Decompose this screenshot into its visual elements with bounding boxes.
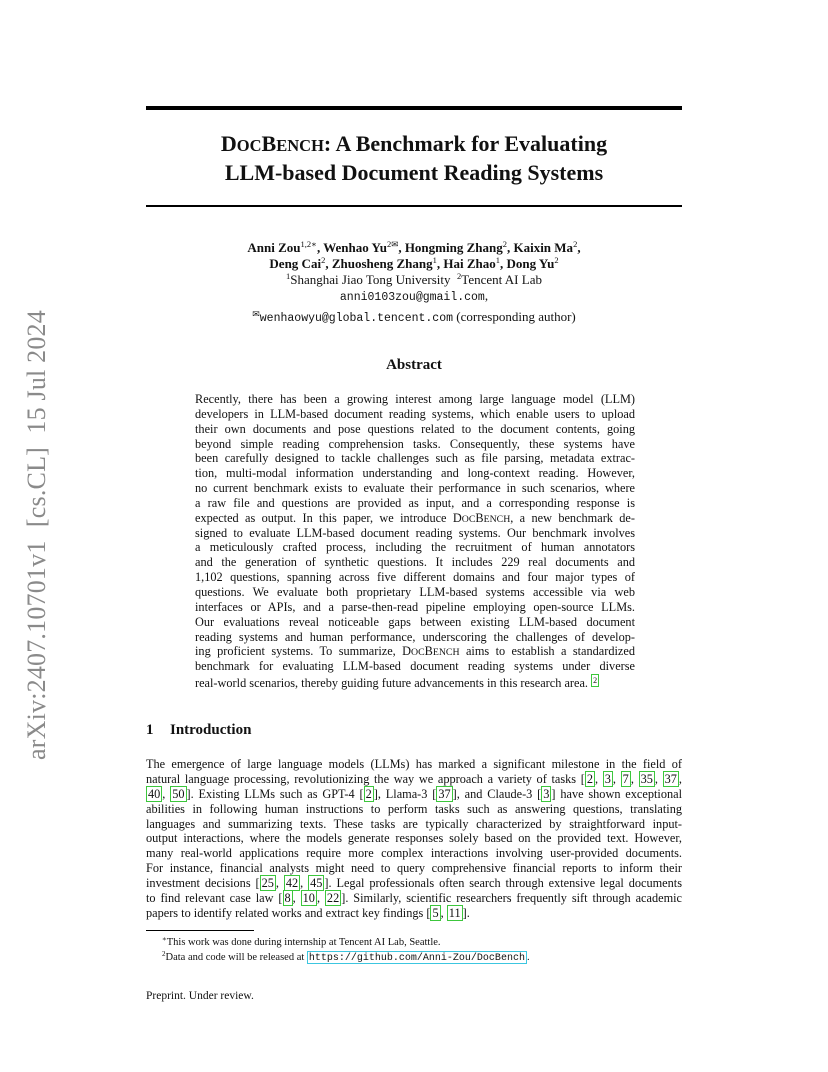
citation-link[interactable]: 2 [586, 771, 593, 786]
author-list-line2: Deng Cai$^2$, Zhuosheng Zhang$^1$, Hai Zhao$^1$, Dong Yu$^2$ [269, 255, 559, 271]
section-heading: 1 Introduction [146, 722, 252, 738]
paper-title: DOCBENCH: A Benchmark for Evaluating LLM-based Document Reading Systems [146, 130, 682, 186]
citation-link[interactable]: 50 [172, 786, 185, 801]
footnote-link[interactable]: 2 [593, 676, 598, 686]
citation-link[interactable]: 40 [148, 786, 161, 801]
title-bottom-rule [146, 205, 682, 207]
corresponding-email[interactable]: wenhaowyu@global.tencent.com [259, 312, 454, 325]
citation-link[interactable]: 35 [640, 771, 653, 786]
introduction-body: The emergence of large language models (LLMs) has marked a significant milestone in the field of natural language processing, revolutionizing the way we approach a variety of tasks [ 2 , 3 , 7 , 35 , 37 , 40 , 50 ]. Existing LLMs such as GPT-4 [ 2 ], Llama-3 [ 37 ], and Claude-3 [ 3 ] have shown exceptional abilities in following human instructions to perform tasks such as answering questions, translating languages and summarizing texts. These tasks are typically characterized by straightforward input- output interactions, where the models generate responses solely based on the provided text. However, many real-world applications require more complex interactions involving user-provided documents. For instance, financial analysts might need to query comprehensive financial reports to inform their investment decisions [ 25 , 42 , 45 ]. Legal professionals often search through extensive legal documents to find relevant case law [ 8 , 10 , 22 ]. Similarly, scientific researchers frequently sift through academic papers to identify related works and extract key findings [ 5 , 11 ]. [146, 757, 683, 920]
affiliations: $^1$Shanghai Jiao Tong University $^2$Tencent AI Lab [286, 271, 542, 287]
author-block [146, 240, 682, 327]
citation-link[interactable]: 10 [302, 891, 315, 906]
footnote-rule [146, 930, 254, 931]
citation-link[interactable]: 3 [604, 771, 611, 786]
citation-link[interactable]: 42 [285, 876, 299, 891]
footnote-1: ∗This work was done during internship at Tencent AI Lab, Seattle. [162, 935, 441, 948]
citation-link[interactable]: 5 [432, 905, 439, 920]
citation-link[interactable]: 2 [365, 786, 372, 801]
email-line1: anni0103zou@gmail.com, [339, 288, 489, 304]
email-line2: ✉wenhaowyu@global.tencent.com (corresponding author) [252, 309, 576, 325]
citation-link[interactable]: 37 [438, 786, 451, 801]
footnote-2: $^2$Data and code will be released at https://github.com/Anni-Zou/DocBench . [162, 950, 530, 964]
footnotes [162, 935, 530, 966]
citation-link[interactable]: 11 [448, 905, 461, 920]
citation-link[interactable]: 8 [284, 891, 291, 906]
envelope-icon: ✉ [252, 309, 260, 319]
email-address[interactable]: anni0103zou@gmail.com [339, 291, 485, 304]
citation-link[interactable]: 3 [543, 786, 550, 801]
citation-link[interactable]: 22 [326, 891, 340, 906]
arxiv-identifier: arXiv:2407.10701v1 [cs.CL] 15 Jul 2024 [22, 310, 51, 760]
citation-link[interactable]: 7 [622, 771, 629, 786]
citation-link[interactable]: 37 [664, 771, 677, 786]
github-link[interactable]: https://github.com/Anni-Zou/DocBench [308, 953, 525, 964]
citation-link[interactable]: 45 [310, 876, 323, 891]
preprint-note: Preprint. Under review. [146, 990, 254, 1002]
citation-link[interactable]: 25 [261, 876, 274, 891]
paper-title-line2: LLM-based Document Reading Systems [224, 160, 604, 185]
author-list-line1: Anni Zou$^{1,2∗}$, Wenhao $Yu^{2✉}$, Hongming Zhang$^2$, Kaixin Ma$^2$, [247, 239, 581, 255]
abstract-body: Recently, there has been a growing interest among large language model (LLM) developers in LLM-based document reading systems, which enable users to upload their own documents and pose questions related to the document contents, going beyond simple reading comprehension tasks. Consequently, these systems have been carefully designed to tackle challenges such as file parsing, metadata extrac- tion, multi-modal information understanding and long-context reading. However, no current benchmark exists to evaluate their performance in such scenarios, where a raw file and questions are provided as input, and a corresponding response is expected as output. In this paper, we introduce DOCBENCH, a new benchmark de- signed to evaluate LLM-based document reading systems. Our benchmark involves a meticulously crafted process, including the recruitment of human annotators and the generation of synthetic questions. It includes 229 real documents and 1,102 questions, spanning across five different domains and four major types of questions. We evaluate both proprietary LLM-based systems accessible via web interfaces or APIs, and a parse-then-read pipeline employing open-source LLMs. Our evaluations reveal noticeable gaps between existing LLM-based document reading systems and human performance, underscoring the challenges of develop- ing proficient systems. To summarize, DOCBENCH aims to establish a standardized benchmark for evaluating LLM-based document reading systems under diverse real-world scenarios, thereby guiding future advancements in this research area. 2 [195, 392, 635, 691]
title-top-rule [146, 106, 682, 110]
abstract-heading: Abstract [386, 357, 442, 373]
